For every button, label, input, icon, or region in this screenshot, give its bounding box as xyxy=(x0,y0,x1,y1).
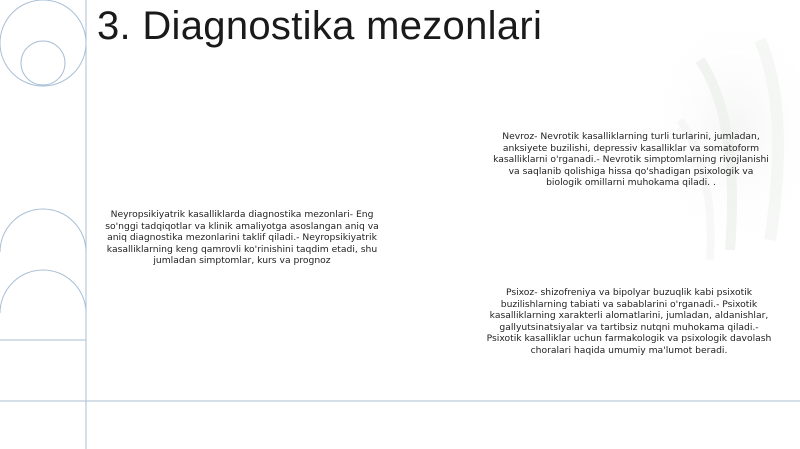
small-circle-outline xyxy=(21,41,65,85)
upper-arch-outline xyxy=(0,209,86,449)
psychosis-paragraph: Psixoz- shizofreniya va bipolyar buzuqlik kabi psixotik buzilishlarning tabiati va sabablarini o'rganadi.- Psixotik kasalliklarning xarakterli alomatlarini, jumladan, aldanishlar, gallyutsinatsiyalar va tartibsiz nutqni muhokama qiladi.- Psixotik kasalliklar uchun farmakologik va psixologik davolash choralari haqida umumiy ma'lumot beradi. xyxy=(486,287,772,356)
diagnostic-criteria-paragraph: Neyropsikiyatrik kasalliklarda diagnostika mezonlari- Eng so'nggi tadqiqotlar va klinik amaliyotga asoslangan aniq va aniq diagnostika mezonlarini taklif qiladi.- Neyropsikiyatrik kasalliklarning keng qamrovli ko'rinishini taqdim etadi, shu jumladan simptomlar, kurs va prognoz xyxy=(105,209,379,267)
large-circle-outline xyxy=(0,0,86,86)
neurosis-paragraph: Nevroz- Nevrotik kasalliklarning turli turlarini, jumladan, anksiyete buzilishi, depressiv kasalliklar va somatoform kasalliklarni o'rganadi.- Nevrotik simptomlarning rivojlanishi va saqlanib qolishiga hissa qo'shadigan psixologik va biologik omillarni muhokama qiladi. . xyxy=(493,131,769,189)
slide-title: 3. Diagnostika mezonlari xyxy=(97,4,543,48)
lower-arch-outline xyxy=(0,270,86,313)
faded-plant-image xyxy=(640,0,800,260)
